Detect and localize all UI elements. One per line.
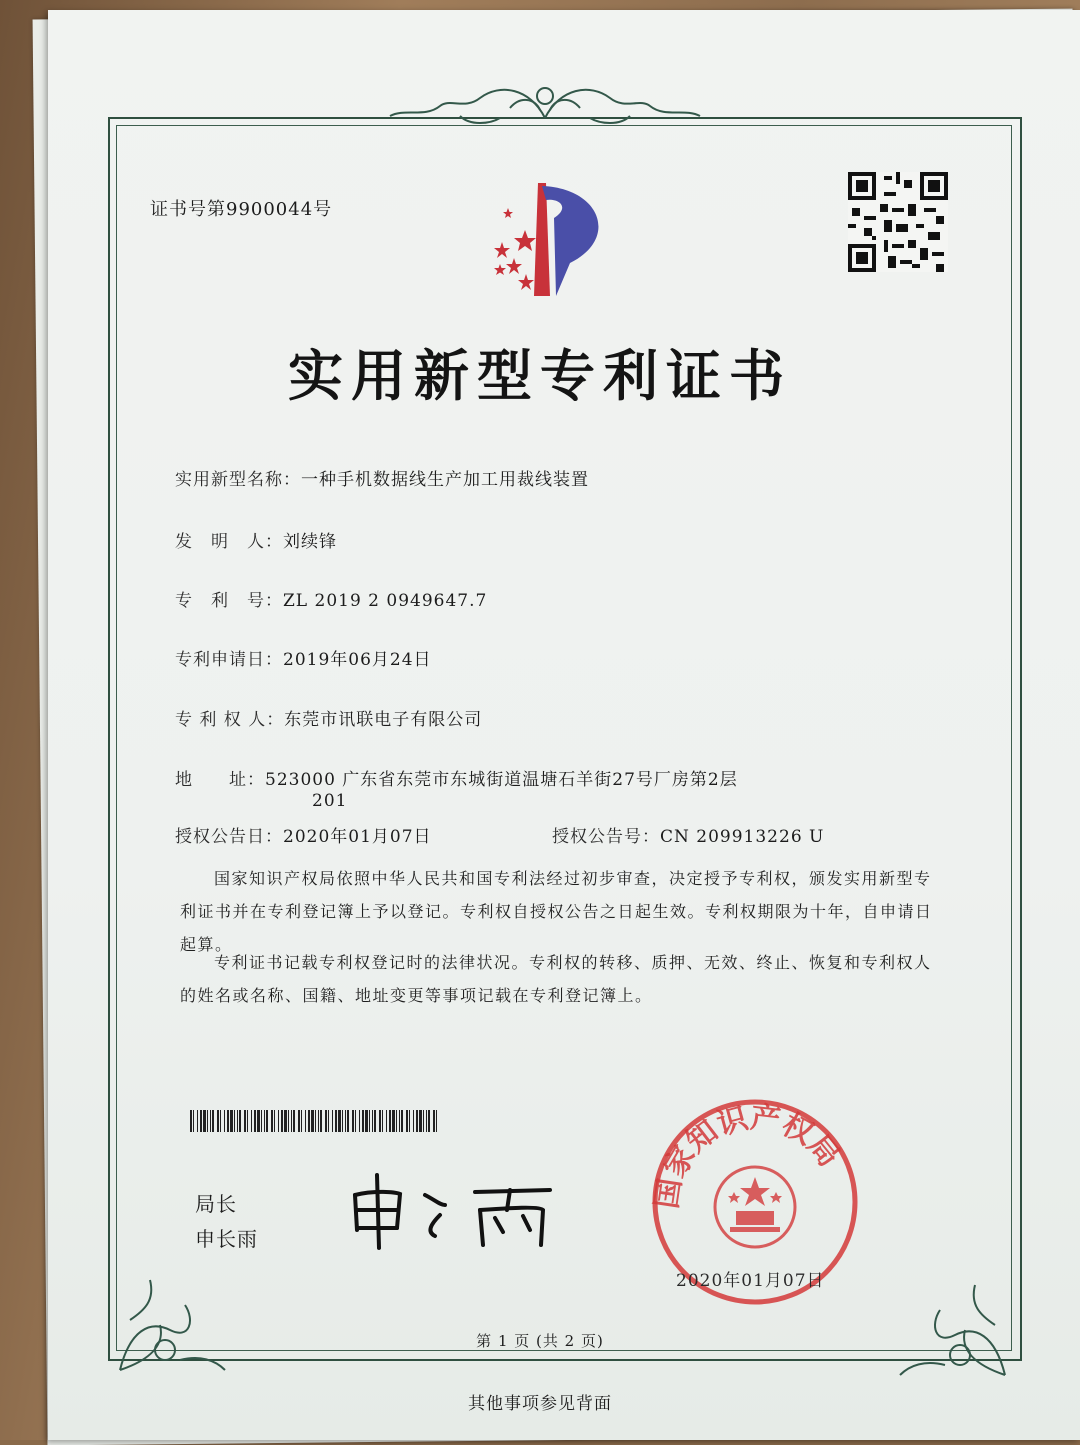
application-date-row	[175, 645, 432, 670]
signatory-role: 局长	[195, 1192, 237, 1216]
patent-number-row	[175, 586, 487, 611]
address-line-2: 201	[312, 791, 348, 811]
signatory-name: 申长雨	[195, 1227, 258, 1251]
field-label: 授权公告号：	[552, 827, 660, 847]
grant-date-row	[175, 822, 432, 847]
inventor-name: 刘续锋	[283, 532, 337, 552]
field-label: 实用新型名称：	[175, 470, 301, 490]
field-label: 发 明 人：	[175, 532, 283, 552]
handwritten-signature	[345, 1170, 565, 1250]
qr-code-icon	[848, 172, 948, 272]
seal-date: 2020年01月07日	[676, 1271, 825, 1291]
address-line-1: 523000 广东省东莞市东城街道温塘石羊街27号厂房第2层	[265, 770, 738, 790]
utility-model-name-row	[175, 465, 589, 490]
certificate-title: 实用新型专利证书	[287, 344, 792, 408]
seal-text: 国家知识产权局	[649, 1100, 847, 1211]
page-indicator: 第 1 页 (共 2 页)	[476, 1332, 604, 1350]
inventor-row	[175, 527, 337, 552]
footer-note: 其他事项参见背面	[468, 1394, 612, 1414]
field-label: 地 址：	[175, 770, 265, 790]
svg-text:国家知识产权局	[649, 1100, 846, 1211]
patentee-name: 东莞市讯联电子有限公司	[284, 710, 483, 730]
grant-number-row	[552, 822, 824, 847]
grant-number: CN 209913226 U	[660, 827, 825, 847]
legal-paragraph-2: 专利证书记载专利权登记时的法律状况。专利权的转移、质押、无效、终止、恢复和专利权人的姓名或名称、国籍、地址变更等事项记载在专利登记簿上。	[180, 953, 932, 1005]
certificate-frame-inner	[116, 125, 1012, 1351]
bottom-right-ornament	[890, 1260, 1015, 1385]
field-label: 专 利 权 人：	[175, 710, 285, 730]
patent-logo-icon	[470, 178, 620, 298]
legal-paragraph-1: 国家知识产权局依照中华人民共和国专利法经过初步审查，决定授予专利权，颁发实用新型专利证书并在专利登记簿上予以登记。专利权自授权公告之日起生效。专利权期限为十年，自申请日起算。	[180, 869, 933, 954]
field-label: 专利申请日：	[175, 650, 283, 670]
bottom-left-ornament	[110, 1260, 230, 1380]
patentee-row	[175, 705, 482, 730]
grant-date: 2020年01月07日	[283, 827, 432, 847]
patent-number: ZL 2019 2 0949647.7	[283, 591, 488, 611]
certificate-number: 证书号第9900044号	[150, 199, 333, 220]
field-label: 专 利 号：	[175, 591, 283, 611]
field-label: 授权公告日：	[175, 827, 283, 847]
application-date: 2019年06月24日	[283, 650, 432, 670]
barcode-icon	[190, 1110, 440, 1132]
address-row	[175, 765, 738, 790]
national-emblem-icon	[715, 1167, 795, 1247]
top-ornament	[380, 78, 710, 136]
utility-model-name: 一种手机数据线生产加工用裁线装置	[301, 470, 589, 490]
